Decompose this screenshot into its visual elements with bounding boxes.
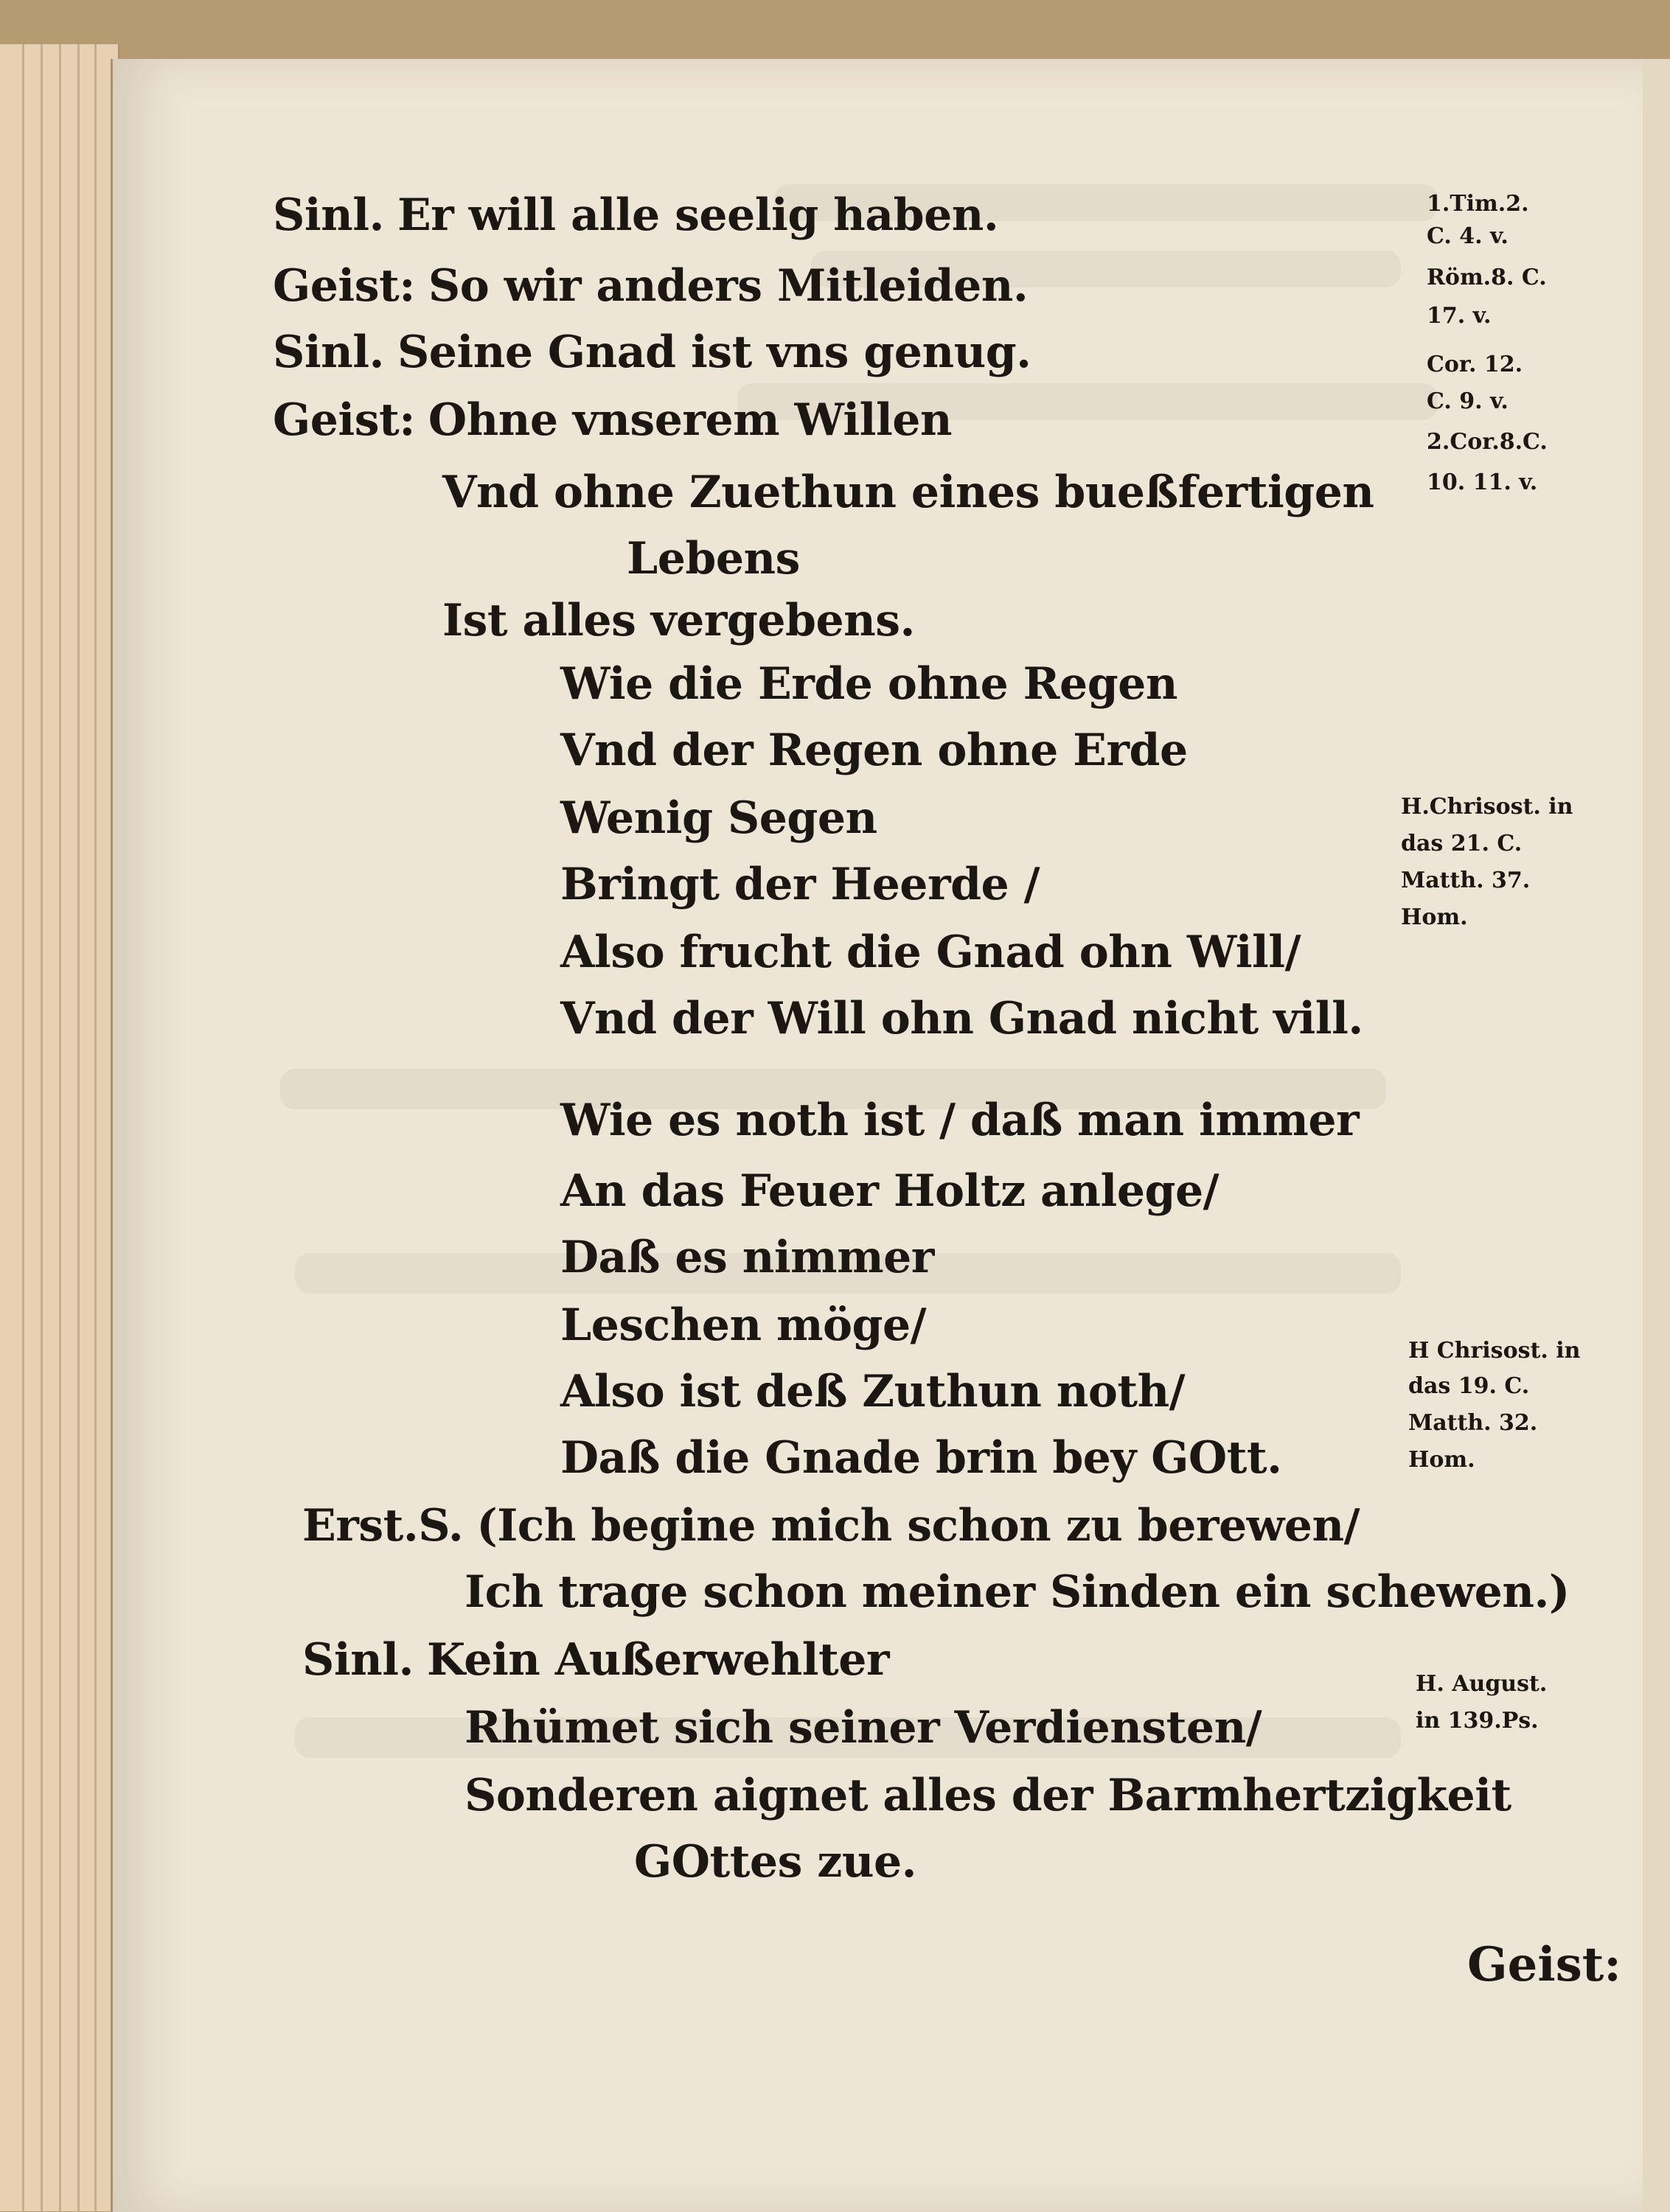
catchword: Geist: (1467, 1937, 1621, 1992)
verse-text: Vnd der Regen ohne Erde (560, 725, 1188, 776)
text-line (560, 792, 877, 844)
facing-page-edge (1641, 59, 1670, 2212)
verse-text: Wenig Segen (560, 792, 877, 844)
speaker-label: Geist: (273, 394, 415, 446)
margin-note: 2.Cor.8.C. (1427, 429, 1548, 455)
margin-note: das 19. C. (1408, 1373, 1530, 1399)
verse-text: Also frucht die Gnad ohn Will/ (560, 927, 1301, 978)
verse-text: Leschen möge/ (560, 1299, 927, 1351)
margin-note: Röm.8. C. (1427, 265, 1547, 290)
text-line (442, 467, 1374, 518)
margin-note: C. 4. v. (1427, 223, 1509, 249)
text-line (560, 859, 1040, 910)
verse-text: An das Feuer Holtz anlege/ (560, 1165, 1220, 1217)
text-line (560, 1232, 934, 1283)
text-line (442, 595, 915, 646)
speaker-label: Sinl. (302, 1634, 414, 1686)
text-line (302, 1500, 1360, 1552)
margin-note: H. August. (1416, 1671, 1548, 1697)
verse-text: Daß die Gnade brin bey GOtt. (560, 1432, 1282, 1484)
verse-text: GOttes zue. (634, 1836, 917, 1888)
margin-note: Cor. 12. (1427, 352, 1523, 377)
speaker-label: Geist: (273, 260, 415, 312)
verse-text: Ohne vnserem Willen (428, 394, 953, 446)
text-line (627, 533, 800, 585)
margin-note: 10. 11. v. (1427, 470, 1538, 495)
margin-note: H Chrisost. in (1408, 1338, 1581, 1364)
text-line (465, 1770, 1511, 1821)
margin-note: H.Chrisost. in (1401, 794, 1573, 820)
verse-text: Lebens (627, 533, 800, 585)
verse-text: Vnd der Will ohn Gnad nicht vill. (560, 993, 1363, 1044)
text-line (560, 1095, 1360, 1146)
text-line (273, 327, 1031, 378)
margin-note: in 139.Ps. (1416, 1708, 1539, 1734)
verse-text: Rhümet sich seiner Verdiensten/ (465, 1702, 1262, 1754)
margin-note: Hom. (1401, 904, 1468, 930)
verse-text: Wie die Erde ohne Regen (560, 658, 1177, 710)
text-line (560, 725, 1188, 776)
text-line (560, 1165, 1220, 1217)
text-line (560, 1299, 927, 1351)
verse-text: Er will alle seelig haben. (397, 189, 999, 241)
text-line (465, 1702, 1262, 1754)
margin-note: Matth. 32. (1408, 1410, 1538, 1436)
margin-note: Hom. (1408, 1447, 1475, 1473)
verse-text: Daß es nimmer (560, 1232, 934, 1283)
page-stack-edge (0, 44, 119, 2211)
text-line (560, 1366, 1186, 1417)
text-line (302, 1634, 890, 1686)
text-line (273, 394, 953, 446)
text-line (560, 993, 1363, 1044)
verse-text: Also ist deß Zuthun noth/ (560, 1366, 1186, 1417)
speaker-label: Sinl. (273, 327, 384, 378)
speaker-label: Erst.S. (302, 1500, 464, 1552)
margin-note: 17. v. (1427, 303, 1492, 329)
margin-note: das 21. C. (1401, 831, 1523, 856)
margin-note: C. 9. v. (1427, 388, 1509, 414)
verse-text: Vnd ohne Zuethun eines bueßfertigen (442, 467, 1374, 518)
verse-text: Seine Gnad ist vns genug. (397, 327, 1031, 378)
text-line (273, 189, 999, 241)
verse-text: Kein Außerwehlter (426, 1634, 890, 1686)
margin-note: 1.Tim.2. (1427, 191, 1529, 217)
text-line (560, 1432, 1282, 1484)
text-line (560, 658, 1177, 710)
verse-text: Ist alles vergebens. (442, 595, 915, 646)
text-line (273, 260, 1029, 312)
text-line (634, 1836, 917, 1888)
verse-text: So wir anders Mitleiden. (428, 260, 1029, 312)
speaker-label: Sinl. (273, 189, 384, 241)
text-line (560, 927, 1301, 978)
margin-note: Matth. 37. (1401, 868, 1531, 893)
verse-text: Wie es noth ist / daß man immer (560, 1095, 1360, 1146)
verse-text: Sonderen aignet alles der Barmhertzigkeit (465, 1770, 1511, 1821)
text-line (465, 1566, 1570, 1618)
verse-text: Ich trage schon meiner Sinden ein schewen.) (465, 1566, 1570, 1618)
verse-text: Bringt der Heerde / (560, 859, 1040, 910)
verse-text: (Ich begine mich schon zu berewen/ (476, 1500, 1360, 1552)
